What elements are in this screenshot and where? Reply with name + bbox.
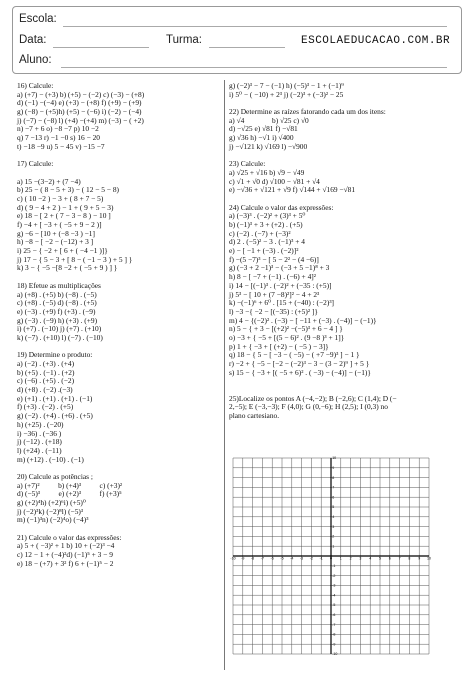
exercise-line: g) (−2)³ − 7 − (−1) h) (−5)³ − 1 + (−1)⁹ — [229, 81, 344, 90]
x-tick-label: 10 — [427, 556, 431, 561]
exercise-line: d) (−5)³ e) (+2)³ f) (+3)⁵ — [17, 489, 122, 499]
exercise-line: f) (+3) . (−2) . (+5) — [17, 402, 74, 412]
exercise-line: m) 4 − {(−2)² . (−3) − [ −11 + (−3) . (−4)] − (−1)} — [229, 315, 377, 325]
turma-line — [209, 47, 285, 48]
x-tick-label: 7 — [398, 556, 401, 561]
exercise-line: o) −3 + { −5 + [(5 − 6)² . (9 −8 )³ + 1]} — [229, 332, 345, 342]
x-tick-label: 5 — [379, 556, 381, 561]
escola-label: Escola: — [19, 13, 57, 25]
exercise-line: 25)Localize os pontos A (−4,−2); B (−2,6); C (1,4); D (− — [229, 393, 397, 403]
exercise-line: 16) Calcule: — [17, 81, 54, 90]
exercise-line: q) 18 − { 5 − [ −3 − ( −5) − ( +7 −9)³ ] − 1 } — [229, 350, 360, 360]
x-tick-label: -4 — [290, 556, 294, 561]
exercise-line: h) −8 − [ −2 − (−12) + 3 ] — [17, 237, 94, 247]
y-tick-label: 9 — [332, 466, 335, 470]
exercise-line: p) 1 + { −3 + [ (+2) − ( −5 ) − 3]} — [229, 341, 329, 351]
student-header-box — [12, 6, 462, 74]
x-tick-label: 9 — [418, 556, 421, 561]
exercise-line: m) (+12) . (−10) . (−1) — [17, 454, 84, 464]
y-tick-label: 5 — [332, 505, 335, 510]
exercise-line: g) (−3) . (−9) h) (+3) . (+9) — [17, 315, 98, 325]
exercise-line: k) −(−1)⁶ + 6⁰ . [15 + (−40) : (−2)³] — [229, 298, 335, 308]
exercise-line: a) 5 + ( −3)² + 1 b) 10 + (−2)³ −4 — [17, 541, 115, 551]
x-tick-label: -8 — [250, 556, 255, 561]
x-tick-label: -3 — [299, 556, 304, 561]
exercise-line: j) (−12) . (+18) — [17, 437, 62, 447]
y-tick-label: 7 — [332, 485, 335, 490]
data-line — [53, 47, 149, 48]
exercise-line: i) −36) . (−36 ) — [17, 428, 62, 438]
exercise-line: g) (−2) . (+4) . (+6) . (+5) — [17, 411, 93, 421]
exercise-line: n) −7 + 6 o) −8 −7 p) 10 −2 — [17, 124, 99, 134]
exercises-left-column — [17, 82, 221, 569]
y-tick-label: 2 — [332, 534, 335, 539]
exercise-line: f) −4 + [ −3 + ( −5 + 9 − 2 )] — [17, 220, 102, 229]
y-tick-label: -2 — [332, 573, 336, 578]
y-tick-label: -5 — [332, 603, 336, 608]
exercise-line: i) (+7) . (−10) j) (+7) . (+10) — [17, 324, 102, 334]
exercise-line: b) (+5) . (−1) . (+2) — [17, 367, 75, 377]
exercise-line: g) √36 h) −√1 i) √400 — [229, 133, 294, 143]
exercise-line: c) √1 + √0 d) √100 − √81 + √4 — [229, 176, 320, 186]
exercise-line: a) (+7) − (+3) b) (+5) − (−2) c) (−3) − (+8) — [17, 89, 145, 99]
x-tick-label: -6 — [270, 556, 274, 561]
column-divider — [224, 80, 225, 670]
exercise-line: e) −√36 + √121 + √9 f) √144 + √169 −√81 — [229, 185, 356, 195]
exercise-line: d) ( 9 − 4 + 2 ) − 1 + ( 9 + 5 − 3) — [17, 202, 114, 212]
y-tick-label: -7 — [332, 622, 336, 627]
x-tick-label: 1 — [339, 556, 342, 561]
exercise-line: e) − [ −1 + (−3) . (−2)]² — [229, 246, 299, 256]
x-tick-label: 3 — [359, 556, 362, 561]
exercise-line: a) (+7)² b) (+4)³ c) (+3)² — [17, 480, 123, 490]
exercise-line: n) 5 − { + 3 − [(+2)² −(−5)³ + 6 − 4 ] } — [229, 324, 343, 334]
exercise-line: f) −(5 −7)³ − [ 5 − 2² − (4 −6)] — [229, 254, 319, 264]
data-label: Data: — [19, 34, 47, 46]
exercise-line: l) −3 −{ −2 − [(−35) : (+5)² ]} — [229, 306, 318, 316]
exercise-line: g) (+2)⁴h) (+2)⁶i) (+5)⁰ — [17, 498, 86, 507]
exercise-line: i) 14 − [(−1)³ . (−2)² + (−35 : (+5)] — [229, 280, 332, 290]
x-tick-label: -10 — [230, 556, 236, 561]
x-tick-label: 2 — [349, 556, 352, 561]
exercise-line: e) (+1) . (+1) . (+1) . (−1) — [17, 393, 93, 403]
y-tick-label: 3 — [332, 524, 335, 529]
exercise-line: j) 17 − { 5 − 3 + [ 8 − ( −1 − 3 ) + 5 ] } — [17, 254, 133, 264]
exercise-line: e) 18 − [ 2 + ( 7 − 3 − 8 ) − 10 ] — [17, 211, 111, 221]
exercises-right-column — [229, 82, 465, 421]
x-tick-label: -2 — [309, 556, 314, 561]
escola-line — [63, 26, 447, 27]
y-tick-label: -9 — [332, 642, 336, 647]
exercise-line: h) 8 − [ −7 + (−1) . (−6) + 4]² — [229, 272, 316, 282]
exercise-line: i) 5⁰ − ( −10) + 2³ j) (−2)³ + (−3)² − 25 — [229, 89, 344, 99]
exercise-line: plano cartesiano. — [229, 411, 280, 421]
exercise-line: i) 25 − { −2 + [ 6 + ( −4 −1 )]} — [17, 246, 108, 256]
exercise-line: j) (−2)³k) (−2)⁸l) (−5)³ — [17, 506, 84, 516]
y-tick-label: 1 — [332, 544, 335, 549]
x-tick-label: -9 — [241, 556, 245, 561]
exercise-line: q) 7 −13 r) −1 −0 s) 16 − 20 — [17, 133, 100, 143]
y-tick-label: -6 — [332, 613, 336, 617]
exercise-line: e) 18 − (+7) + 3² f) 6 + (−1)⁵ − 2 — [17, 558, 114, 568]
exercise-line: d) 2 . (−5)² − 3 . (−1)³ + 4 — [229, 237, 305, 247]
exercise-line: k) (−7) . (+10) l) (−7) . (−10) — [17, 332, 103, 342]
exercise-line: b) 25 − ( 8 − 5 + 3) − ( 12 − 5 − 8) — [17, 185, 119, 195]
exercise-line: a) (+8) . (+5) b) (−8) . (−5) — [17, 289, 97, 299]
exercise-line: g) (−3 + 2 −1)³ − (−3 + 5 −1)⁸ + 3 — [229, 263, 330, 273]
exercise-line: h) (+25) . (−20) — [17, 419, 64, 429]
exercise-line: a) √25 + √16 b) √9 − √49 — [229, 167, 305, 177]
x-tick-label: 0 — [330, 556, 332, 561]
x-tick-label: -7 — [260, 556, 265, 561]
exercise-line: j) (−7) − (−8) l) (+4) −(+4) m) (−3) − ( +2) — [17, 115, 144, 125]
exercise-line: b) (−1)³ + 3 + (+2) . (+5) — [229, 220, 303, 229]
exercise-line: c) 12 − 1 + (−4)²d) (−1)⁵ + 3 − 9 — [17, 550, 113, 560]
x-tick-label: -5 — [280, 556, 284, 561]
exercise-line: l) (+24) . (−11) — [17, 445, 62, 455]
y-tick-label: -8 — [332, 632, 336, 637]
x-tick-label: -1 — [319, 556, 323, 561]
exercise-line: d) (−1) −(−4) e) (+3) − (+8) f) (+9) − (+9) — [17, 98, 142, 108]
x-tick-label: 8 — [408, 556, 411, 561]
exercise-line: g) −6 − [10 + (−8 −3 ) −1] — [17, 228, 95, 238]
y-tick-label: -3 — [332, 583, 336, 588]
exercise-line: k) 3 − { −5 −[8 −2 + ( −5 + 9 ) ] } — [17, 263, 118, 273]
exercise-line: j) −√121 k) √169 l) −√900 — [229, 141, 308, 151]
exercise-line: c) (−6) . (+5) . (−2) — [17, 376, 75, 386]
exercise-line: a) (−3)³ . (−2)² + (3)³ + 5⁰ — [229, 211, 306, 221]
x-tick-label: 4 — [369, 556, 372, 561]
exercise-line: 21) Calcule o valor das expressões: — [17, 532, 122, 542]
y-tick-label: -1 — [332, 564, 336, 568]
exercise-line: 22) Determine as raízes fatorando cada um dos itens: — [229, 107, 386, 117]
x-tick-label: 6 — [388, 556, 391, 561]
y-tick-label: 6 — [332, 495, 335, 500]
exercise-line: r) −2 + { −5 − [−2 − (−2)³ − 3 − (3 − 2)⁹ ] + 5 } — [229, 359, 370, 368]
exercise-line: 18) Efetue as multiplicações — [17, 280, 101, 290]
exercise-line: t) −18 −9 u) 5 − 45 v) −15 −7 — [17, 141, 105, 151]
y-tick-label: 8 — [332, 475, 335, 480]
exercise-line: 20) Calcule as potências ; — [17, 471, 93, 481]
exercise-line: 23) Calcule: — [229, 159, 266, 169]
aluno-label: Aluno: — [19, 54, 52, 66]
exercise-line: s) 15 − { −3 + [( −5 + 6)² . ( −3) − (−4)] − (−1)} — [229, 367, 371, 377]
y-tick-label: -10 — [332, 652, 338, 657]
y-tick-label: 4 — [332, 515, 335, 519]
cartesian-plane — [229, 454, 437, 673]
exercise-line: a) √4 b) √25 c) √0 — [229, 115, 309, 125]
exercise-line: 19) Determine o produto: — [17, 350, 93, 360]
exercise-line: 2,−5); E (−3,−3); F (4,0); G (0,−6); H (2,5); I (0,3) no — [229, 402, 388, 412]
exercise-line: a) (−2) . (+3) . (+4) — [17, 359, 75, 368]
y-tick-label: -4 — [332, 593, 336, 598]
exercise-line: c) ( 10 −2 ) − 3 + ( 8 + 7 − 5) — [17, 193, 104, 203]
exercise-line: a) 15 −(3−2) + (7 −4) — [17, 176, 81, 186]
cartesian-plane-svg — [229, 454, 437, 668]
exercise-line: d) (+8) . (−2) .(−3) — [17, 385, 73, 395]
aluno-line — [61, 67, 447, 68]
exercise-line: c) (+8) . (−5) d) (−8) . (+5) — [17, 298, 97, 308]
exercise-line: 24) Calcule o valor das expressões: — [229, 202, 334, 212]
site-brand: ESCOLAEDUCACAO.COM.BR — [301, 35, 451, 47]
y-tick-label: 10 — [332, 456, 337, 461]
exercise-line: m) (−1)³n) (−2)⁴o) (−4)³ — [17, 515, 89, 525]
exercise-line: j) 5³ − [ 10 + (7 −8)²]² − 4 + 2³ — [229, 289, 320, 299]
spacer — [229, 377, 465, 386]
exercise-line: 17) Calcule: — [17, 159, 54, 169]
exercise-line: c) (−2) . (−7) + (−3)² — [229, 228, 291, 238]
exercise-line: d) −√25 e) √81 f) −√81 — [229, 124, 298, 134]
turma-label: Turma: — [166, 34, 202, 46]
exercise-line: e) (−3) . (+9) f) (+3) . (−9) — [17, 306, 96, 316]
exercise-line: g) (−8) − (+5)h) (+5) − (−6) i) (−2) − (−4) — [17, 107, 142, 117]
